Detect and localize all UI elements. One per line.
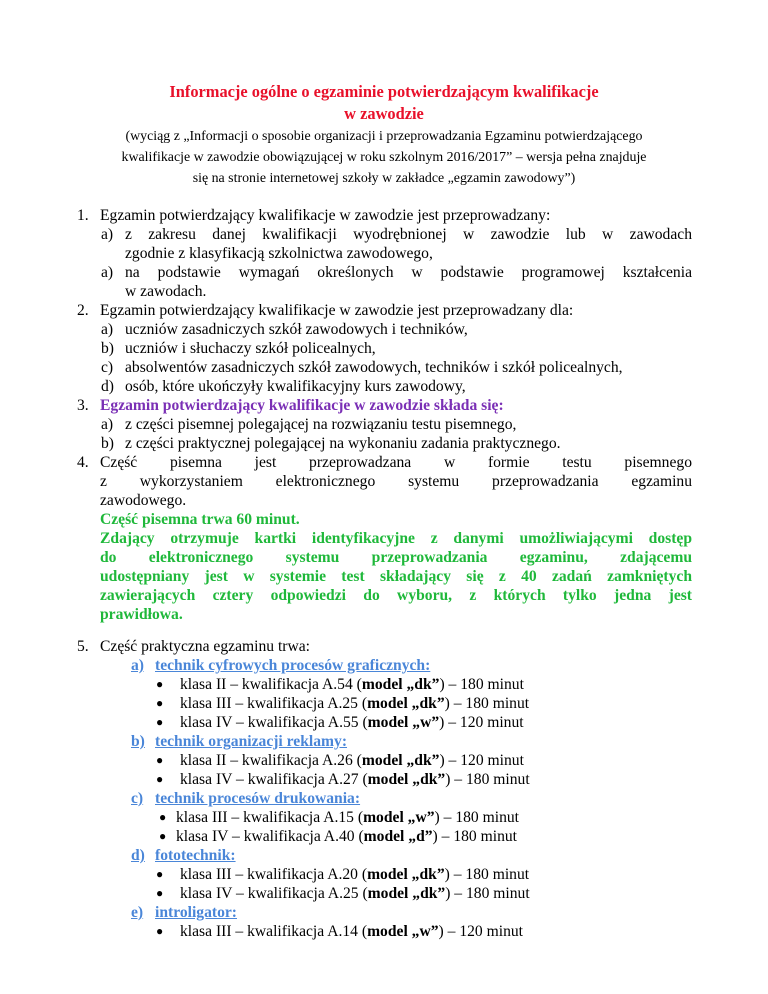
profession-label: a): [131, 657, 144, 674]
bullet-icon: ●: [156, 924, 164, 938]
bullet-icon: ●: [156, 677, 164, 691]
written-exam-description-line2: do elektronicznego systemu przeprowadzania egzaminu, zdającemu: [100, 549, 692, 566]
profession-name: fototechnik:: [155, 847, 236, 864]
bullet-icon: ●: [156, 696, 164, 710]
document-title-line1: Informacje ogólne o egzaminie potwierdzającym kwalifikacje: [169, 82, 599, 101]
bullet-icon: ●: [156, 715, 164, 729]
section4-line3: zawodowego.: [100, 492, 187, 509]
section2-item-label: b): [101, 340, 114, 357]
section4-line2: z wykorzystaniem elektronicznego systemu przeprowadzania egzaminu: [100, 473, 692, 490]
section5-text: Część praktyczna egzaminu trwa:: [100, 638, 310, 655]
section1-a-line2: zgodnie z klasyfikacją szkolnictwa zawodowego,: [125, 245, 433, 262]
section2-item-text: osób, które ukończyły kwalifikacyjny kurs zawodowy,: [125, 378, 466, 395]
section1-number: 1.: [77, 207, 89, 224]
section3-item-text: z części pisemnej polegającej na rozwiązaniu testu pisemnego,: [125, 416, 517, 433]
section2-item-text: absolwentów zasadniczych szkół zawodowych, techników i szkół policealnych,: [125, 359, 623, 376]
section2-item-text: uczniów i słuchaczy szkół policealnych,: [125, 340, 376, 357]
section1-b-label: a): [101, 264, 114, 281]
bullet-icon: ●: [156, 867, 164, 881]
written-exam-description-line3: udostępniany jest w systemie test składający się z 40 zadań zamkniętych: [100, 568, 692, 585]
qualification-row: ● klasa II – kwalifikacja A.26 (model „dk”) – 120 minut: [156, 752, 524, 769]
qualification-row: ● klasa II – kwalifikacja A.54 (model „dk”) – 180 minut: [156, 676, 524, 693]
section2-number: 2.: [77, 302, 89, 319]
profession-name: introligator:: [155, 904, 237, 921]
section2-item-label: d): [101, 378, 114, 395]
section1-b-line1: na podstawie wymagań określonych w podstawie programowej kształcenia: [125, 264, 692, 281]
profession-name: technik organizacji reklamy:: [155, 733, 348, 750]
written-exam-description-line1: Zdający otrzymuje kartki identyfikacyjne z danymi umożliwiającymi dostęp: [100, 530, 692, 547]
qualification-row: ● klasa III – kwalifikacja A.14 (model „w”) – 120 minut: [156, 923, 523, 940]
qualification-row: ● klasa IV – kwalifikacja A.27 (model „dk”) – 180 minut: [156, 771, 530, 788]
section2-item-label: a): [101, 321, 114, 338]
bullet-icon: ●: [159, 810, 167, 824]
section1-text: Egzamin potwierdzający kwalifikacje w zawodzie jest przeprowadzany:: [100, 207, 551, 224]
section1-a-label: a): [101, 226, 114, 243]
section5-number: 5.: [77, 638, 89, 655]
written-duration-note: Część pisemna trwa 60 minut.: [100, 511, 300, 528]
bullet-icon: ●: [156, 886, 164, 900]
section3-item-label: b): [101, 435, 114, 452]
subtitle-line3: się na stronie internetowej szkoły w zakładce „egzamin zawodowy”): [192, 171, 576, 186]
document-title-line2: w zawodzie: [344, 104, 424, 123]
qualification-row: ● klasa IV – kwalifikacja A.55 (model „w”) – 120 minut: [156, 714, 524, 731]
section3-item-label: a): [101, 416, 114, 433]
qualification-row: ● klasa IV – kwalifikacja A.25 (model „dk”) – 180 minut: [156, 885, 530, 902]
section3-number: 3.: [77, 397, 89, 414]
profession-label: b): [131, 733, 145, 750]
section4-number: 4.: [77, 454, 89, 471]
profession-label: c): [131, 790, 144, 807]
profession-name: technik procesów drukowania:: [155, 790, 361, 807]
profession-label: d): [131, 847, 145, 864]
bullet-icon: ●: [156, 753, 164, 767]
subtitle-line1: (wyciąg z „Informacji o sposobie organizacji i przeprowadzania Egzaminu potwierdzającego: [125, 129, 643, 144]
section2-item-label: c): [101, 359, 114, 376]
section1-a-line1: z zakresu danej kwalifikacji wyodrębnionej w zawodzie lub w zawodach: [125, 226, 692, 243]
written-exam-description-line5: prawidłowa.: [100, 606, 183, 623]
qualification-row: ● klasa III – kwalifikacja A.25 (model „dk”) – 180 minut: [156, 695, 530, 712]
section1-b-line2: w zawodach.: [125, 283, 207, 300]
qualification-row: ● klasa III – kwalifikacja A.20 (model „dk”) – 180 minut: [156, 866, 530, 883]
subtitle-line2: kwalifikacje w zawodzie obowiązującej w roku szkolnym 2016/2017” – wersja pełna znajduje: [121, 150, 647, 165]
profession-name: technik cyfrowych procesów graficznych:: [155, 657, 431, 674]
qualification-row: ● klasa III – kwalifikacja A.15 (model „w”) – 180 minut: [159, 809, 519, 826]
written-exam-description-line4: zawierających cztery odpowiedzi do wyboru, z których tylko jedna jest: [100, 587, 692, 604]
section2-item-text: uczniów zasadniczych szkół zawodowych i techników,: [125, 321, 468, 338]
section4-line1: Część pisemna jest przeprowadzana w formie testu pisemnego: [100, 454, 692, 471]
profession-label: e): [131, 904, 144, 921]
section3-item-text: z części praktycznej polegającej na wykonaniu zadania praktycznego.: [125, 435, 561, 452]
bullet-icon: ●: [156, 772, 164, 786]
section2-text: Egzamin potwierdzający kwalifikacje w zawodzie jest przeprowadzany dla:: [100, 302, 574, 319]
bullet-icon: ●: [159, 829, 167, 843]
section3-heading: Egzamin potwierdzający kwalifikacje w zawodzie składa się:: [100, 397, 504, 414]
qualification-row: ● klasa IV – kwalifikacja A.40 (model „d”) – 180 minut: [159, 828, 518, 845]
